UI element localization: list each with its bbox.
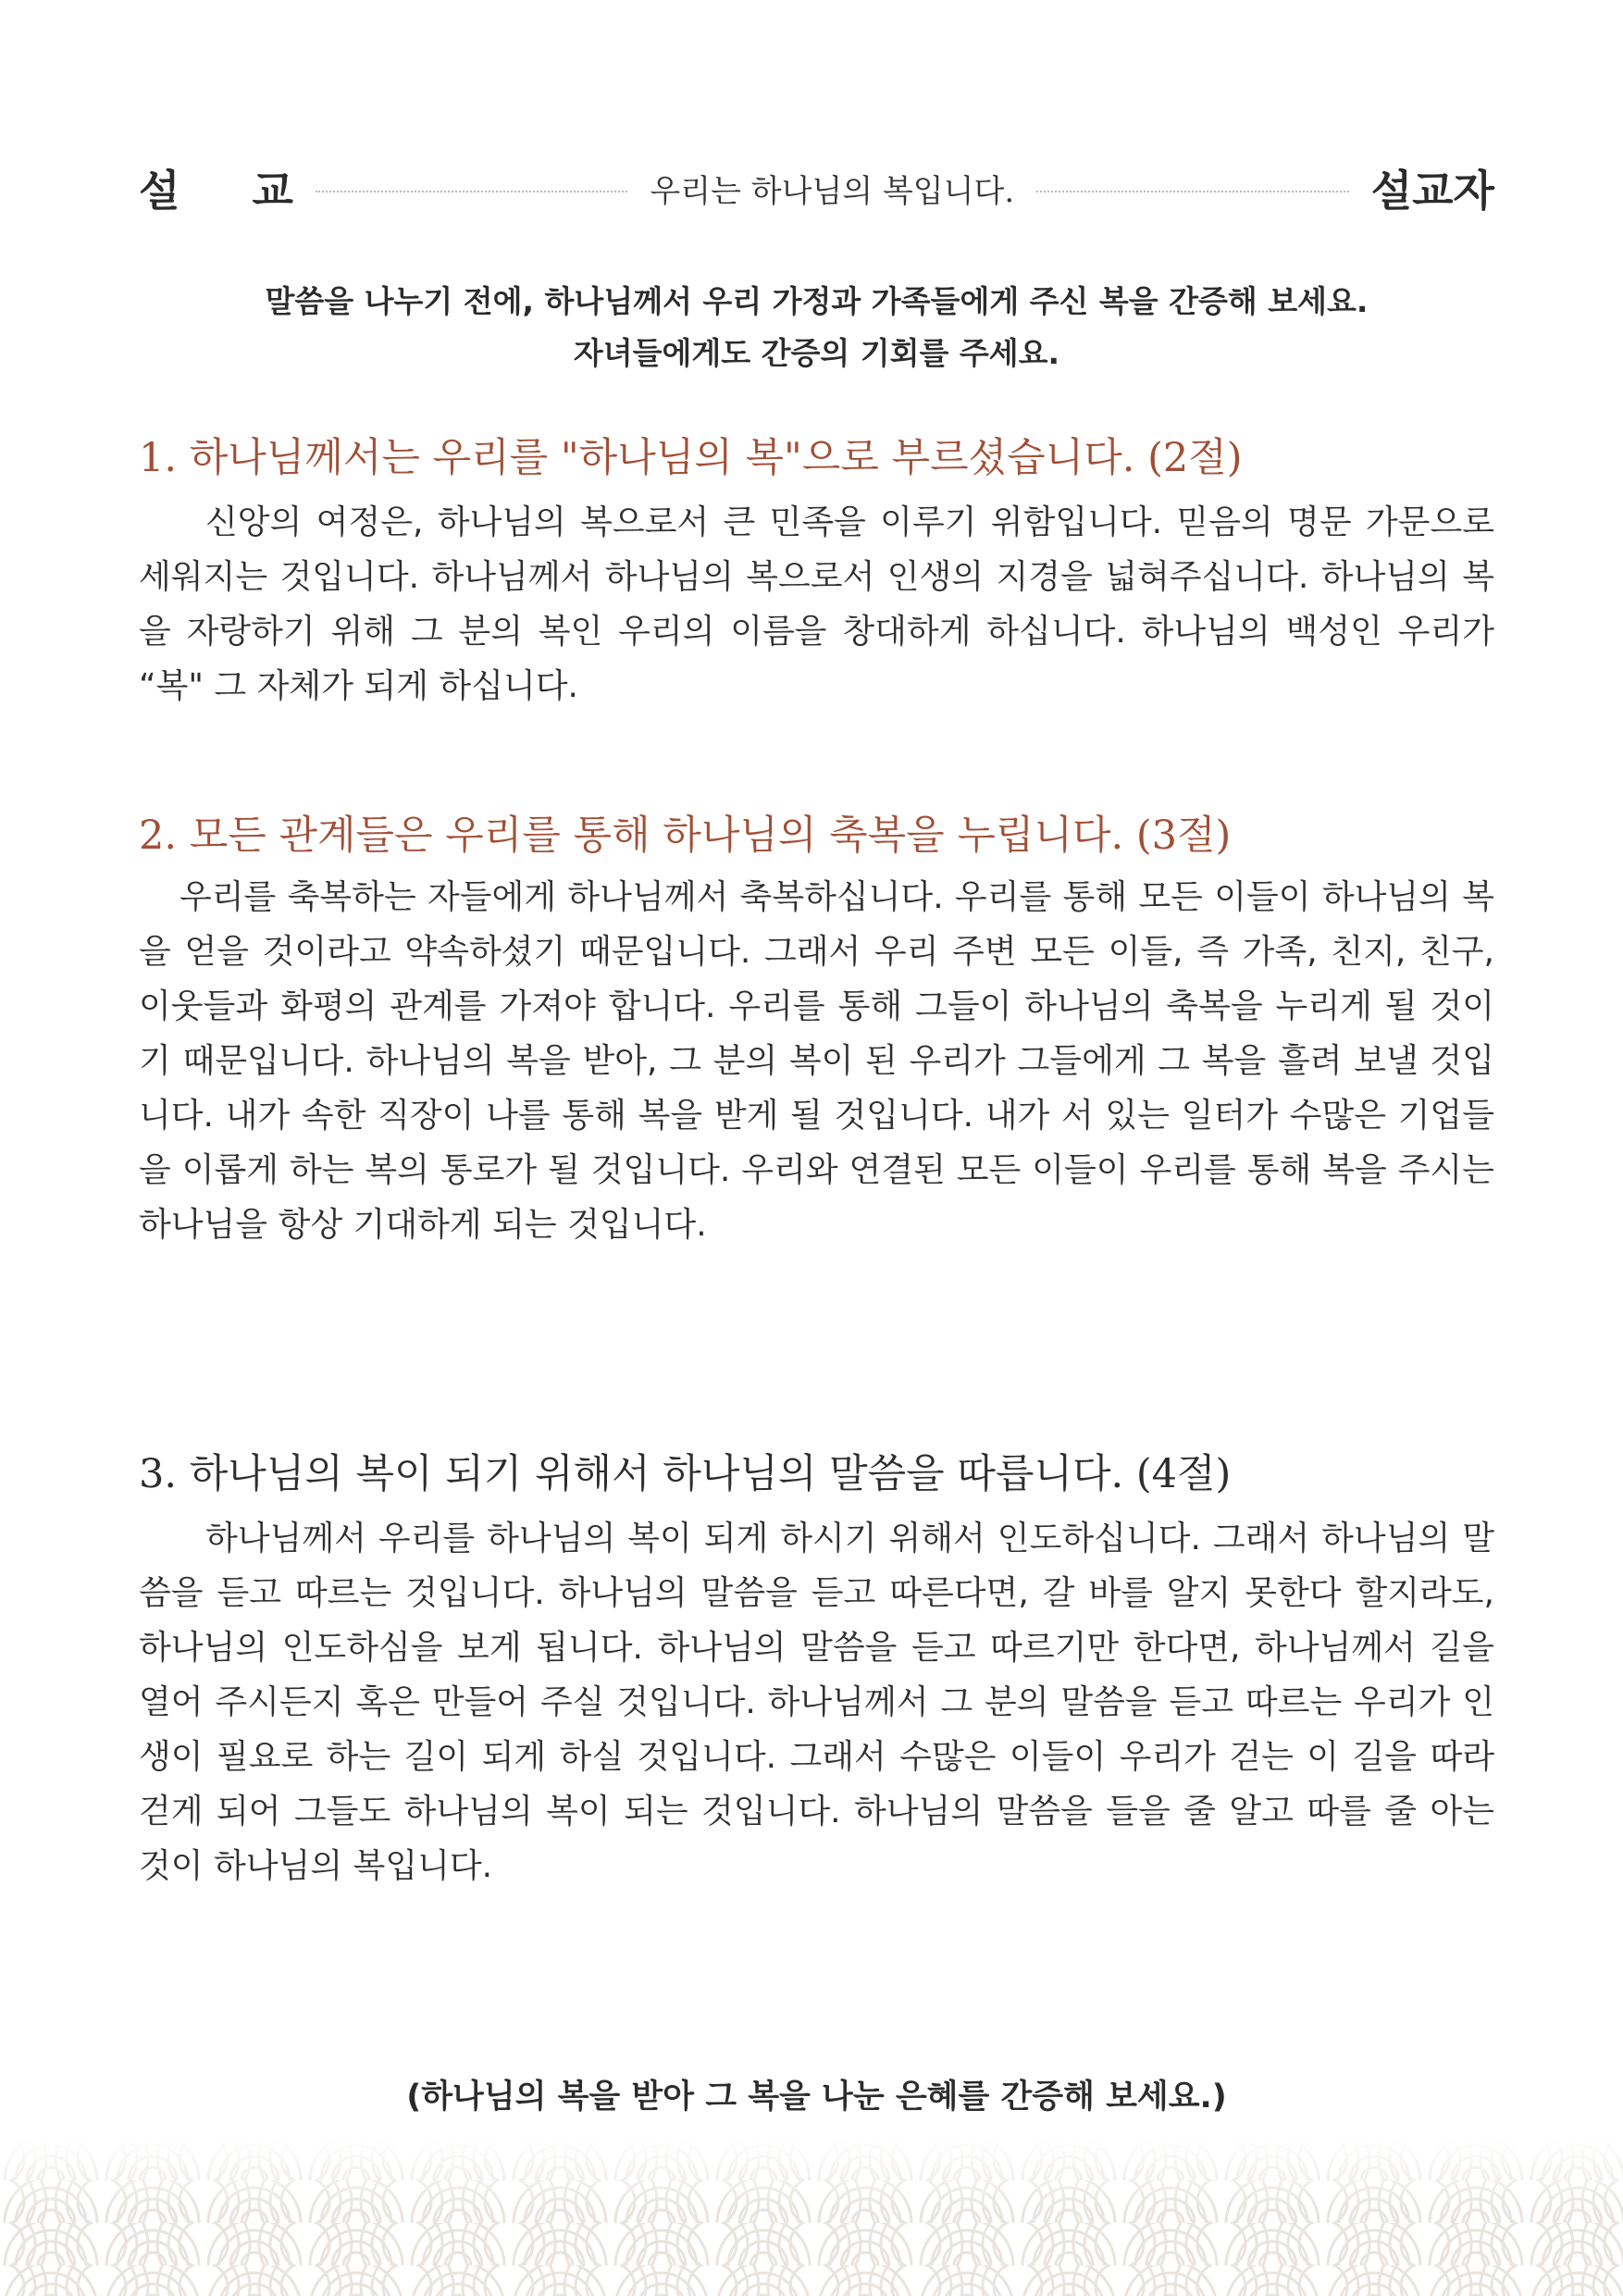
header xyxy=(139,155,1494,220)
section-1-heading: 1. 하나님께서는 우리를 "하나님의 복"으로 부르셨습니다. (2절) xyxy=(139,435,1243,481)
intro-line-1: 말씀을 나누기 전에, 하나님께서 우리 가정과 가족들에게 주신 복을 간증해 보세요. xyxy=(265,283,1369,319)
section-1-body: 신앙의 여정은, 하나님의 복으로서 큰 민족을 이루기 위함입니다. 믿음의 명문 가문으로 세워지는 것입니다. 하나님께서 하나님의 복으로서 인생의 지경을 넓혀주십니다. 하나님의 복을 자랑하기 위해 그 분의 복인 우리의 이름을 창대하게 하십니다. 하나님의 백성인 우리가 “복" 그 자체가 되게 하십니다. xyxy=(139,503,1494,705)
sermon-title: 우리는 하나님의 복입니다. xyxy=(650,172,1015,210)
header-left xyxy=(139,157,293,218)
header-label-seol: 설 xyxy=(139,166,180,216)
section-2-body: 우리를 축복하는 자들에게 하나님께서 축복하십니다. 우리를 통해 모든 이들이 하나님의 복을 얻을 것이라고 약속하셨기 때문입니다. 그래서 우리 주변 모든 이들, 즉 가족, 친지, 친구, 이웃들과 화평의 관계를 가져야 합니다. 우리를 통해 그들이 하나님의 축복을 누리게 될 것이기 때문입니다. 하나님의 복을 받아, 그 분의 복이 된 우리가 그들에게 그 복을 흘려 보낼 것입니다. 내가 속한 직장이 나를 통해 복을 받게 될 것입니다. 내가 서 있는 일터가 수많은 기업들을 이롭게 하는 복의 통로가 될 것입니다. 우리와 연결된 모든 이들이 우리를 통해 복을 주시는 하나님을 항상 기대하게 되는 것입니다. xyxy=(139,878,1494,1244)
dotted-divider-left xyxy=(316,191,628,192)
section-2-heading: 2. 모든 관계들은 우리를 통해 하나님의 축복을 누립니다. (3절) xyxy=(139,813,1232,859)
preacher-label: 설교자 xyxy=(1370,166,1494,216)
section-3-body: 하나님께서 우리를 하나님의 복이 되게 하시기 위해서 인도하십니다. 그래서 하나님의 말씀을 듣고 따르는 것입니다. 하나님의 말씀을 듣고 따른다면, 갈 바를 알지 못한다 할지라도, 하나님의 인도하심을 보게 됩니다. 하나님의 말씀을 듣고 따르기만 한다면, 하나님께서 길을 열어 주시든지 혹은 만들어 주실 것입니다. 하나님께서 그 분의 말씀을 듣고 따르는 우리가 인생이 필요로 하는 길이 되게 하실 것입니다. 그래서 수많은 이들이 우리가 걷는 이 길을 따라 걷게 되어 그들도 하나님의 복이 되는 것입니다. 하나님의 말씀을 들을 줄 알고 따를 줄 아는 것이 하나님의 복입니다. xyxy=(139,1520,1494,1885)
intro-text xyxy=(139,276,1494,379)
dotted-divider-right xyxy=(1036,191,1349,192)
section-3-heading: 3. 하나님의 복이 되기 위해서 하나님의 말씀을 따릅니다. (4절) xyxy=(139,1451,1232,1497)
intro-line-2: 자녀들에게도 간증의 기회를 주세요. xyxy=(573,335,1060,371)
wave-pattern-decoration xyxy=(0,2138,1623,2296)
header-label-gyo: 교 xyxy=(252,166,293,216)
closing-note: (하나님의 복을 받아 그 복을 나눈 은혜를 간증해 보세요.) xyxy=(406,2079,1227,2116)
